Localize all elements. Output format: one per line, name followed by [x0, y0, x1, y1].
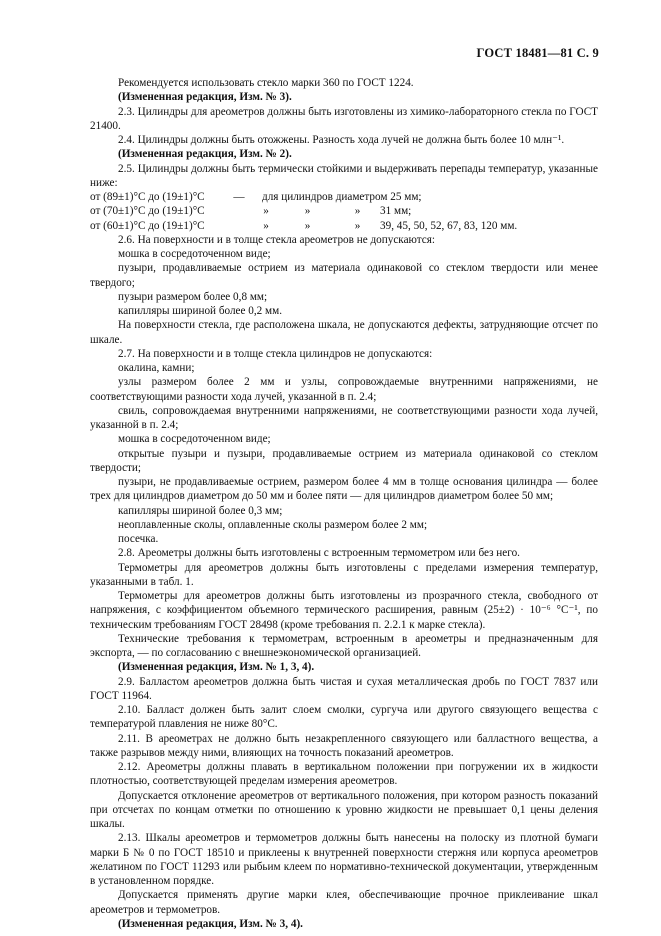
paragraph: свиль, сопровождаемая внутренними напряжениями, не соответствующими разности хода лучей, указанной в п. 2.4; — [90, 404, 598, 431]
paragraph: мошка в сосредоточенном виде; — [118, 248, 271, 260]
paragraph: окалина, камни; — [118, 362, 195, 374]
paragraph: Допускается применять другие марки клея, обеспечивающие прочное приклеивание шкал ареометров и термометров. — [90, 889, 598, 916]
amendment-note: (Измененная редакция, Изм. № 2). — [118, 148, 292, 161]
paragraph: Термометры для ареометров должны быть изготовлены с пределами измерения температур, указанными в табл. 1. — [90, 561, 598, 588]
paragraph: пузыри, продавливаемые острием из материала одинаковой со стеклом твердости или менее твердого; — [90, 262, 598, 289]
temperature-row — [90, 204, 598, 218]
amendment-note: (Измененная редакция, Изм. № 3, 4). — [118, 917, 303, 930]
paragraph: Рекомендуется использовать стекло марки 360 по ГОСТ 1224. — [118, 77, 414, 89]
ditto-mark: » — [304, 205, 311, 218]
paragraph: мошка в сосредоточенном виде; — [118, 433, 271, 446]
paragraph: 2.5. Цилиндры должны быть термически стойкими и выдерживать перепады температур, указанные ниже: — [90, 162, 598, 189]
ditto-mark: » — [304, 219, 311, 232]
ditto-mark: » — [354, 219, 361, 232]
paragraph: 2.9. Балластом ареометров должна быть чистая и сухая металлическая дробь по ГОСТ 7837 или ГОСТ 11964. — [90, 675, 598, 702]
temperature-range: от (70±1)°С до (19±1)°С — [90, 205, 205, 218]
paragraph: 2.8. Ареометры должны быть изготовлены с встроенным термометром или без него. — [118, 547, 520, 560]
paragraph: 2.4. Цилиндры должны быть отожжены. Разность хода лучей не должна быть более 10 млн⁻¹. — [118, 134, 565, 146]
temperature-row — [90, 190, 598, 204]
dash-mark: — — [233, 191, 245, 203]
paragraph: пузыри, не продавливаемые острием, размером более 4 мм в толще основания цилиндра — более трех для цилиндров диаметром до 50 мм и более пяти — для цилиндров диаметром более 50 мм; — [90, 476, 598, 503]
section-intro — [90, 76, 598, 190]
paragraph: капилляры шириной более 0,2 мм. — [118, 305, 283, 317]
paragraph: 2.12. Ареометры должны плавать в вертикальном положении при погружении их в жидкости плотностью, соответствующей пределам измерения ареометров. — [90, 761, 598, 788]
temperature-list — [90, 190, 598, 233]
paragraph: пузыри размером более 0,8 мм; — [118, 290, 268, 303]
paragraph: Допускается отклонение ареометров от вертикального положения, при котором разность показаний при отсчетах по концам отметки по отношению к уровню жидкости не превышает 0,1 цены деления шкалы. — [90, 789, 598, 830]
paragraph: узлы размером более 2 мм и узлы, сопровождаемые внутренними напряжениями, не соответствующими разности хода лучей, указанной в п. 2.4; — [90, 376, 598, 403]
temperature-range: от (60±1)°С до (19±1)°С — [90, 219, 205, 232]
paragraph: неоплавленные сколы, оплавленные сколы размером более 2 мм; — [118, 518, 428, 531]
paragraph: 2.10. Балласт должен быть залит слоем смолки, сургуча или другого связующего вещества с температурой плавления не ниже 80°С. — [90, 704, 598, 731]
document-body — [90, 76, 598, 931]
amendment-note: (Измененная редакция, Изм. № 3). — [118, 91, 292, 104]
paragraph: 2.13. Шкалы ареометров и термометров должны быть нанесены на полоску из плотной бумаги марки Б № 0 по ГОСТ 18510 и приклеены к внутренней поверхности стержня или корпуса ареометров желатином по ГОСТ 11293 или рыбьим клеем по нормативно-технической документации, утвержденным в установленном порядке. — [90, 832, 598, 887]
diameter-values: 39, 45, 50, 52, 67, 83, 120 мм. — [380, 219, 518, 232]
diameter-values: 31 мм; — [380, 205, 412, 218]
ditto-mark: » — [354, 205, 361, 218]
paragraph: На поверхности стекла, где расположена шкала, не допускаются дефекты, затрудняющие отсчет по шкале. — [90, 319, 598, 346]
paragraph: 2.7. На поверхности и в толще стекла цилиндров не допускаются: — [118, 347, 433, 360]
cylinder-note: для цилиндров диаметром 25 мм; — [262, 191, 422, 203]
paragraph: Технические требования к термометрам, встроенным в ареометры и предназначенным для экспорта, — по согласованию с внешнеэкономической организацией. — [90, 632, 598, 659]
amendment-note: (Измененная редакция, Изм. № 1, 3, 4). — [118, 661, 315, 674]
temperature-range: от (89±1)°С до (19±1)°С — [90, 191, 205, 203]
ditto-mark: » — [263, 219, 269, 232]
paragraph: 2.3. Цилиндры для ареометров должны быть изготовлены из химико-лабораторного стекла по ГОСТ 21400. — [90, 105, 598, 132]
paragraph: посечка. — [118, 533, 159, 545]
paragraph: 2.6. На поверхности и в толще стекла ареометров не допускаются: — [118, 233, 435, 246]
paragraph: 2.11. В ареометрах не должно быть незакрепленного связующего или балластного вещества, а также разрывов между ними, влияющих на точность показаний ареометров. — [90, 732, 598, 759]
ditto-mark: » — [263, 205, 269, 218]
page-header: ГОСТ 18481—81 С. 9 — [476, 46, 599, 60]
paragraph: открытые пузыри и пузыри, продавливаемые острием из материала одинаковой со стеклом твердости; — [90, 447, 598, 474]
section-requirements — [90, 233, 598, 931]
temperature-row — [90, 219, 598, 233]
paragraph: капилляры шириной более 0,3 мм; — [118, 504, 283, 517]
paragraph: Термометры для ареометров должны быть изготовлены из прозрачного стекла, свободного от напряжения, с коэффициентом объемного термического расширения, равным (25±2) · 10⁻⁶ °С⁻¹, по техническим требованиям ГОСТ 28498 (кроме требования п. 2.2.1 к марке стекла). — [90, 590, 598, 631]
